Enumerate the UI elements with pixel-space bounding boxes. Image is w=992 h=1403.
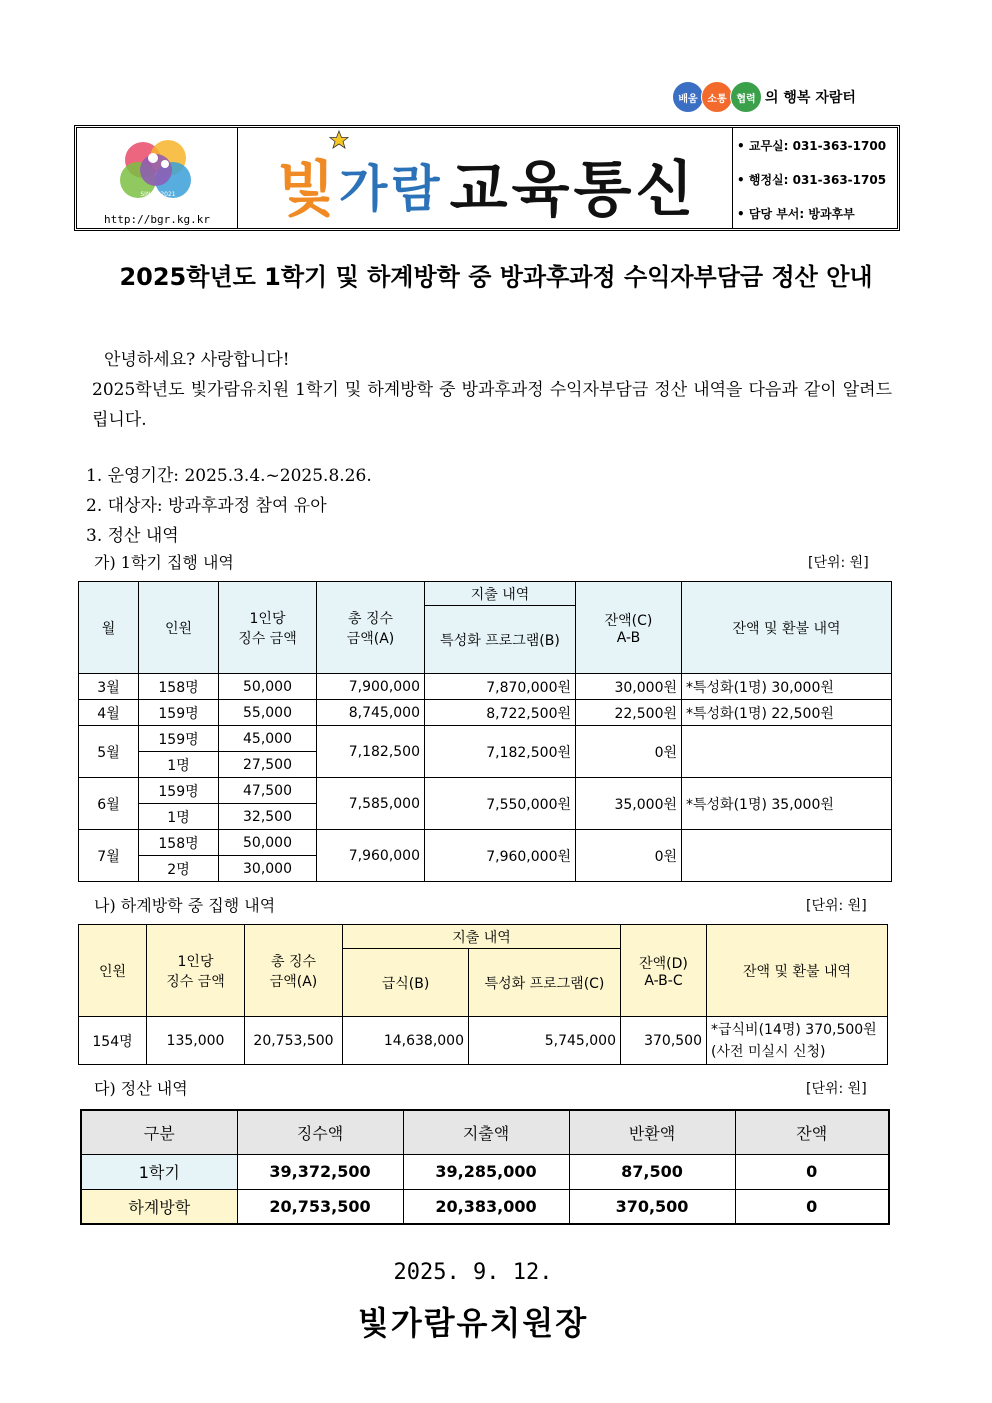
table-cell: 50,000 <box>219 830 317 856</box>
table-settlement-summary <box>80 1109 890 1225</box>
svg-text:SINCE 2021: SINCE 2021 <box>140 191 176 198</box>
table-cell: 7,182,500원 <box>425 726 576 778</box>
th-collected: 징수액 <box>237 1110 403 1154</box>
table-cell: 22,500원 <box>576 700 682 726</box>
table-cell: 39,372,500 <box>237 1154 403 1189</box>
table-row <box>81 1154 889 1189</box>
item-settlement: 3. 정산 내역 <box>86 526 179 546</box>
table-cell: 0원 <box>576 726 682 778</box>
th-balance: 잔액(D) A-B-C <box>621 925 707 1017</box>
table-cell: 2명 <box>139 856 219 882</box>
table-cell: 1학기 <box>81 1154 237 1189</box>
table-cell: 154명 <box>79 1017 147 1065</box>
th-refund: 잔액 및 환불 내역 <box>682 582 892 674</box>
table-cell: 20,383,000 <box>403 1189 569 1224</box>
table-cell: 5,745,000 <box>469 1017 621 1065</box>
table-cell: 159명 <box>139 726 219 752</box>
greeting: 안녕하세요? 사랑합니다! <box>104 350 290 370</box>
table-cell: 32,500 <box>219 804 317 830</box>
table-cell: *급식비(14명) 370,500원 (사전 미실시 신청) <box>707 1017 888 1065</box>
table-row <box>79 830 892 856</box>
table-cell: 4월 <box>79 700 139 726</box>
table-cell: 159명 <box>139 700 219 726</box>
th-spent: 지출액 <box>403 1110 569 1154</box>
slogan-pill-learning: 배움 <box>672 81 704 113</box>
table-cell: 370,500 <box>569 1189 735 1224</box>
table-first-semester <box>78 581 892 882</box>
table-cell: 7,960,000원 <box>425 830 576 882</box>
issue-date: 2025. 9. 12. <box>393 1260 553 1285</box>
table-cell: 158명 <box>139 830 219 856</box>
table-cell: 27,500 <box>219 752 317 778</box>
website-url[interactable]: http://bgr.kg.kr <box>104 213 210 226</box>
th-people: 인원 <box>139 582 219 674</box>
unit-label-c: [단위: 원] <box>806 1081 867 1097</box>
table-cell: *특성화(1명) 22,500원 <box>682 700 892 726</box>
slogan-pill-communication: 소통 <box>701 81 733 113</box>
table-cell: 0 <box>735 1189 889 1224</box>
unit-label-b: [단위: 원] <box>806 898 867 914</box>
star-icon <box>329 130 349 150</box>
table-cell: 30,000원 <box>576 674 682 700</box>
table-row <box>79 778 892 804</box>
table-cell: 7,585,000 <box>317 778 425 830</box>
logo-cell <box>77 128 238 228</box>
newsletter-brand-title: 빛 가람 교육통신 <box>277 155 698 225</box>
th-per-person: 1인당 징수 금액 <box>219 582 317 674</box>
th-meal: 급식(B) <box>343 949 469 1017</box>
item-period: 1. 운영기간: 2025.3.4.~2025.8.26. <box>86 466 372 486</box>
th-program: 특성화 프로그램(C) <box>469 949 621 1017</box>
contact-admin-office: • 행정실: 031-363-1705 <box>737 173 887 187</box>
th-total: 총 징수 금액(A) <box>317 582 425 674</box>
table-cell: 50,000 <box>219 674 317 700</box>
table-cell: 7,870,000원 <box>425 674 576 700</box>
th-spend: 지출 내역 <box>343 925 621 949</box>
table-cell: 7,550,000원 <box>425 778 576 830</box>
contact-department: • 담당 부서: 방과후부 <box>737 207 855 221</box>
newsletter-header <box>74 125 900 231</box>
th-month: 월 <box>79 582 139 674</box>
table-cell: 7월 <box>79 830 139 882</box>
table-cell: 45,000 <box>219 726 317 752</box>
signature: 빛가람유치원장 <box>357 1304 589 1342</box>
table-cell: 7,900,000 <box>317 674 425 700</box>
table-cell: 30,000 <box>219 856 317 882</box>
table-row <box>81 1189 889 1224</box>
slogan-text: 의 행복 자람터 <box>765 90 856 106</box>
table-cell: 370,500 <box>621 1017 707 1065</box>
item-target: 2. 대상자: 방과후과정 참여 유아 <box>86 496 327 516</box>
table-cell: 7,960,000 <box>317 830 425 882</box>
intro-paragraph: 2025학년도 빛가람유치원 1학기 및 하계방학 중 방과후과정 수익자부담금 정산 내역을 다음과 같이 알려드립니다. <box>92 380 892 430</box>
th-refunded: 반환액 <box>569 1110 735 1154</box>
th-refund: 잔액 및 환불 내역 <box>707 925 888 1017</box>
table-cell: 6월 <box>79 778 139 830</box>
table-cell: 3월 <box>79 674 139 700</box>
table-cell: 7,182,500 <box>317 726 425 778</box>
table-cell: 8,722,500원 <box>425 700 576 726</box>
table-cell: 14,638,000 <box>343 1017 469 1065</box>
table-row <box>79 1017 888 1065</box>
table-cell: 5월 <box>79 726 139 778</box>
th-total: 총 징수 금액(A) <box>245 925 343 1017</box>
table-cell <box>682 830 892 882</box>
table-cell: 20,753,500 <box>237 1189 403 1224</box>
th-balance: 잔액(C) A-B <box>576 582 682 674</box>
table-summer-break <box>78 924 888 1065</box>
kindergarten-logo-icon <box>113 130 203 210</box>
table-cell: 0원 <box>576 830 682 882</box>
table-cell: 55,000 <box>219 700 317 726</box>
table-row <box>79 700 892 726</box>
table-row <box>79 726 892 752</box>
table-cell: 8,745,000 <box>317 700 425 726</box>
table-cell: 158명 <box>139 674 219 700</box>
slogan <box>672 82 856 112</box>
table-cell: 39,285,000 <box>403 1154 569 1189</box>
table-cell: 하계방학 <box>81 1189 237 1224</box>
th-spend: 지출 내역 <box>425 582 576 606</box>
section-b-heading: 나) 하계방학 중 집행 내역 <box>94 896 276 915</box>
section-c-heading: 다) 정산 내역 <box>94 1079 188 1098</box>
th-category: 구분 <box>81 1110 237 1154</box>
slogan-pill-cooperation: 협력 <box>730 81 762 113</box>
contact-info <box>733 128 898 230</box>
table-cell: *특성화(1명) 30,000원 <box>682 674 892 700</box>
th-people: 인원 <box>79 925 147 1017</box>
table-cell: 35,000원 <box>576 778 682 830</box>
table-cell: 159명 <box>139 778 219 804</box>
document-title: 2025학년도 1학기 및 하계방학 중 방과후과정 수익자부담금 정산 안내 <box>119 263 873 291</box>
th-program: 특성화 프로그램(B) <box>425 606 576 674</box>
table-cell: *특성화(1명) 35,000원 <box>682 778 892 830</box>
table-cell: 1명 <box>139 752 219 778</box>
table-row <box>79 674 892 700</box>
th-remaining: 잔액 <box>735 1110 889 1154</box>
table-cell: 20,753,500 <box>245 1017 343 1065</box>
table-cell: 1명 <box>139 804 219 830</box>
table-cell <box>682 726 892 778</box>
table-cell: 47,500 <box>219 778 317 804</box>
table-cell: 87,500 <box>569 1154 735 1189</box>
table-cell: 135,000 <box>147 1017 245 1065</box>
unit-label-a: [단위: 원] <box>808 555 869 571</box>
contact-academic-office: • 교무실: 031-363-1700 <box>737 139 887 153</box>
table-cell: 0 <box>735 1154 889 1189</box>
section-a-heading: 가) 1학기 집행 내역 <box>94 553 234 572</box>
th-per-person: 1인당 징수 금액 <box>147 925 245 1017</box>
